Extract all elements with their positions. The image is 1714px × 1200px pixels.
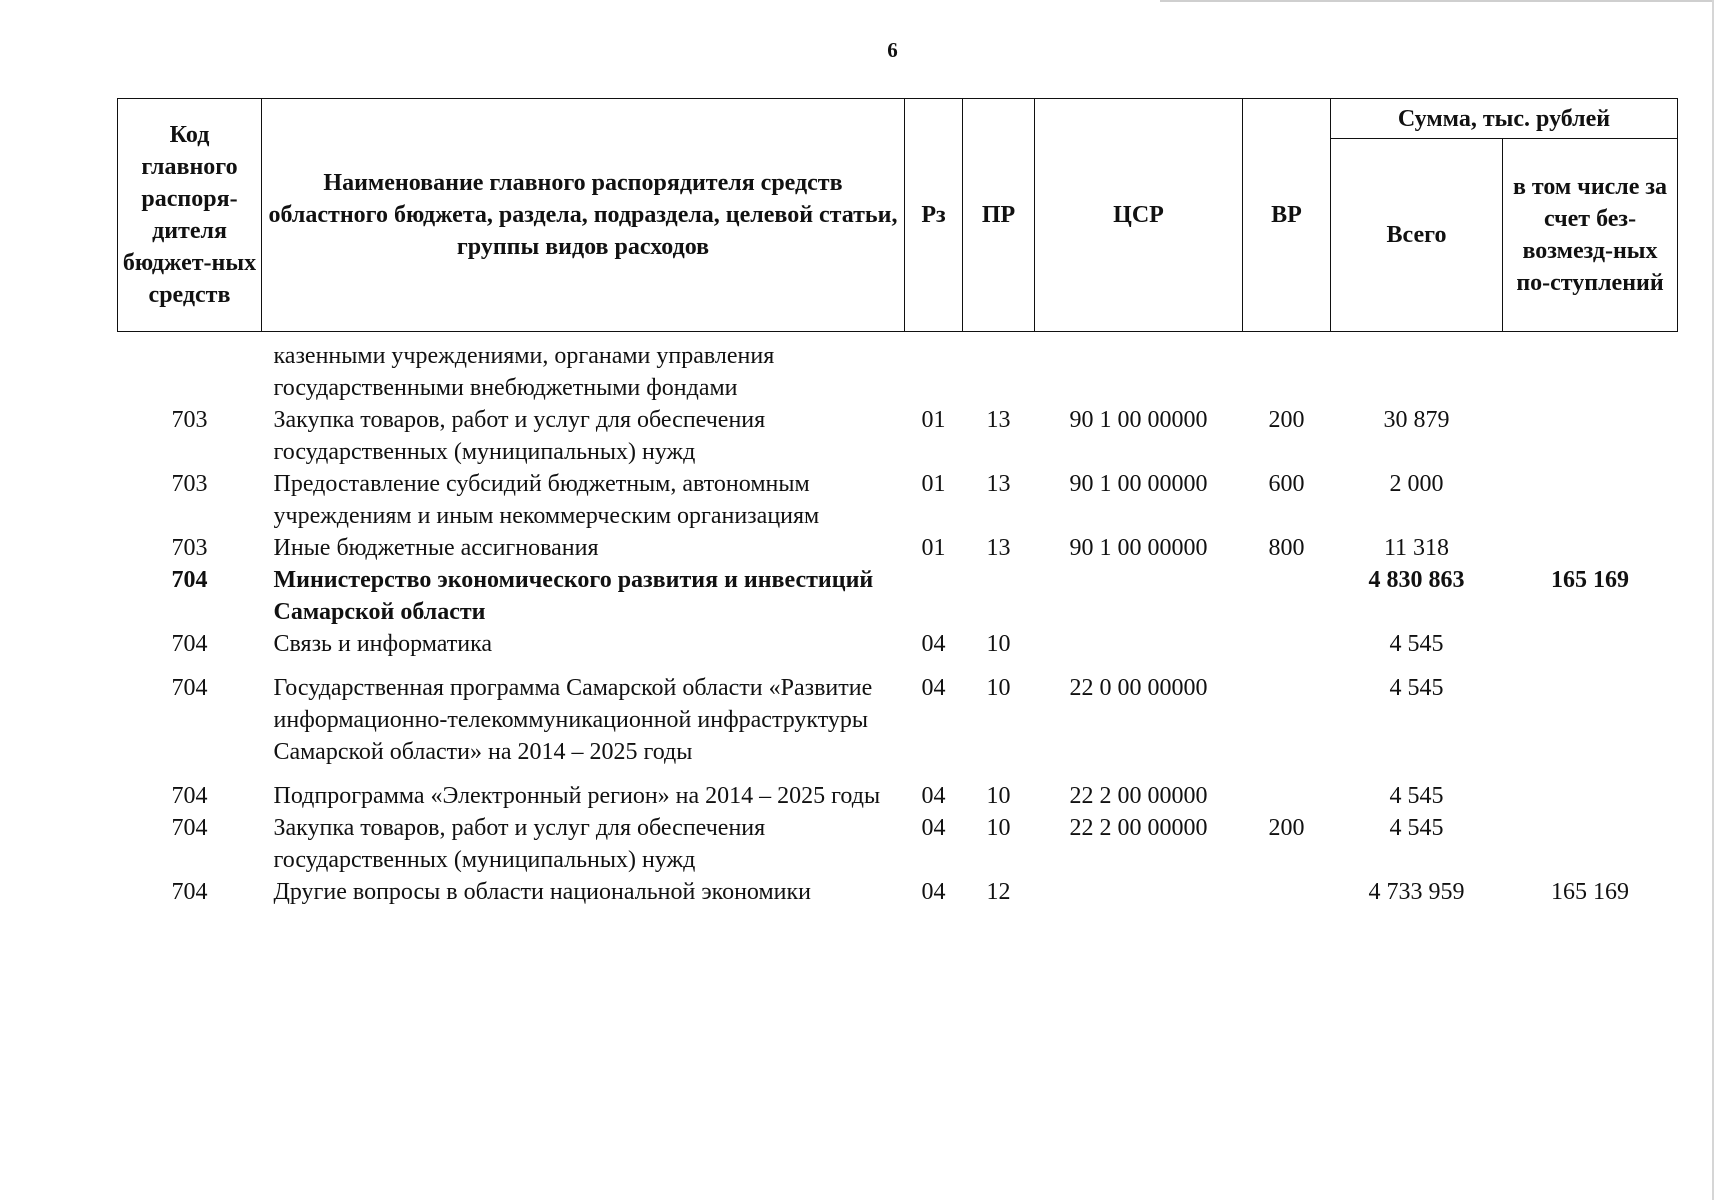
cell-csr: 22 2 00 00000 [1069,815,1208,841]
header-name: Наименование главного распорядителя средств областного бюджета, раздела, подраздела, целевой статьи, группы видов расходов [262,99,905,332]
page-number: 6 [887,38,898,62]
cell-vr: 600 [1268,471,1305,497]
cell-csr [1035,628,1243,660]
cell-pr: 13 [986,407,1011,433]
cell-pr: 10 [986,631,1011,657]
header-total: Всего [1331,139,1503,332]
cell-total: 11 318 [1383,535,1450,561]
cell-vr [1243,660,1331,768]
cell-pr: 12 [986,879,1011,905]
cell-pr: 13 [986,535,1011,561]
cell-csr: 22 2 00 00000 [1069,783,1208,809]
cell-vr [1243,768,1331,812]
cell-vr [1243,876,1331,908]
cell-total: 30 879 [1383,407,1450,433]
table-header [118,99,1678,332]
cell-csr: 22 0 00 00000 [1069,675,1208,701]
cell-vr: 200 [1268,815,1305,841]
cell-name: казенными учреждениями, органами управления государственными внебюджетными фондами [273,343,775,401]
cell-pr: 10 [986,783,1011,809]
cell-free [1503,660,1678,768]
cell-free [1503,532,1678,564]
cell-csr [1035,332,1243,405]
cell-rz [905,332,963,405]
cell-free [1503,812,1678,876]
cell-rz: 01 [921,535,946,561]
cell-pr: 13 [986,471,1011,497]
header-pr: ПР [963,99,1035,332]
cell-vr: 200 [1268,407,1305,433]
table-row [118,332,1678,405]
cell-code: 704 [171,567,208,593]
table-body [118,332,1678,909]
cell-vr [1243,628,1331,660]
cell-code: 704 [171,783,208,809]
table-row-ministry [118,564,1678,628]
cell-code: 704 [171,631,208,657]
header-vr: ВР [1243,99,1331,332]
cell-rz: 04 [921,675,946,701]
budget-table [117,98,1678,908]
table-row [118,468,1678,532]
cell-pr: 10 [986,815,1011,841]
cell-code [118,332,262,405]
cell-name: Министерство экономического развития и инвестиций Самарской области [273,567,874,625]
cell-vr [1243,332,1331,405]
cell-total: 4 830 863 [1368,567,1465,593]
header-free: в том числе за счет без-возмезд-ных по-ступлений [1503,139,1678,332]
cell-total: 4 545 [1389,783,1444,809]
scan-edge-top [1160,0,1714,2]
table-row [118,628,1678,660]
table-row [118,404,1678,468]
cell-csr: 90 1 00 00000 [1069,471,1208,497]
cell-total: 2 000 [1389,471,1444,497]
cell-name: Предоставление субсидий бюджетным, автономным учреждениям и иным некоммерческим организациям [273,471,820,529]
table-row [118,812,1678,876]
header-code: Код главного распоря-дителя бюджет-ных средств [118,99,262,332]
header-csr: ЦСР [1035,99,1243,332]
cell-vr: 800 [1268,535,1305,561]
cell-code: 703 [171,407,208,433]
cell-free: 165 169 [1551,567,1629,593]
cell-name: Другие вопросы в области национальной экономики [273,879,812,905]
cell-total: 4 545 [1389,675,1444,701]
table-row [118,660,1678,768]
cell-free [1503,404,1678,468]
cell-pr: 10 [986,675,1011,701]
cell-pr [963,564,1035,628]
cell-name: Закупка товаров, работ и услуг для обеспечения государственных (муниципальных) нужд [273,815,766,873]
cell-code: 703 [171,535,208,561]
cell-free: 165 169 [1551,879,1629,905]
cell-csr: 90 1 00 00000 [1069,535,1208,561]
cell-csr: 90 1 00 00000 [1069,407,1208,433]
cell-free [1503,628,1678,660]
cell-name: Подпрограмма «Электронный регион» на 2014 – 2025 годы [273,783,881,809]
header-rz: Рз [905,99,963,332]
cell-rz: 04 [921,631,946,657]
header-sum: Сумма, тыс. рублей [1331,99,1678,139]
cell-total: 4 545 [1389,631,1444,657]
table-row [118,532,1678,564]
cell-total [1331,332,1503,405]
cell-pr [963,332,1035,405]
cell-rz: 01 [921,471,946,497]
table-row [118,876,1678,908]
cell-csr [1035,564,1243,628]
cell-rz: 04 [921,783,946,809]
cell-total: 4 545 [1389,815,1444,841]
cell-rz: 04 [921,815,946,841]
cell-free [1503,768,1678,812]
cell-code: 704 [171,815,208,841]
cell-vr [1243,564,1331,628]
cell-csr [1035,876,1243,908]
cell-name: Государственная программа Самарской области «Развитие информационно-телекоммуникационной инфраструктуры Самарской области» на 2014 – 2025 годы [273,675,873,765]
cell-total: 4 733 959 [1368,879,1465,905]
cell-free [1503,468,1678,532]
cell-name: Связь и информатика [273,631,493,657]
cell-code: 703 [171,471,208,497]
cell-rz: 01 [921,407,946,433]
cell-code: 704 [171,879,208,905]
cell-rz [905,564,963,628]
table-row [118,768,1678,812]
cell-rz: 04 [921,879,946,905]
cell-name: Иные бюджетные ассигнования [273,535,599,561]
cell-name: Закупка товаров, работ и услуг для обеспечения государственных (муниципальных) нужд [273,407,766,465]
cell-code: 704 [171,675,208,701]
cell-free [1503,332,1678,405]
